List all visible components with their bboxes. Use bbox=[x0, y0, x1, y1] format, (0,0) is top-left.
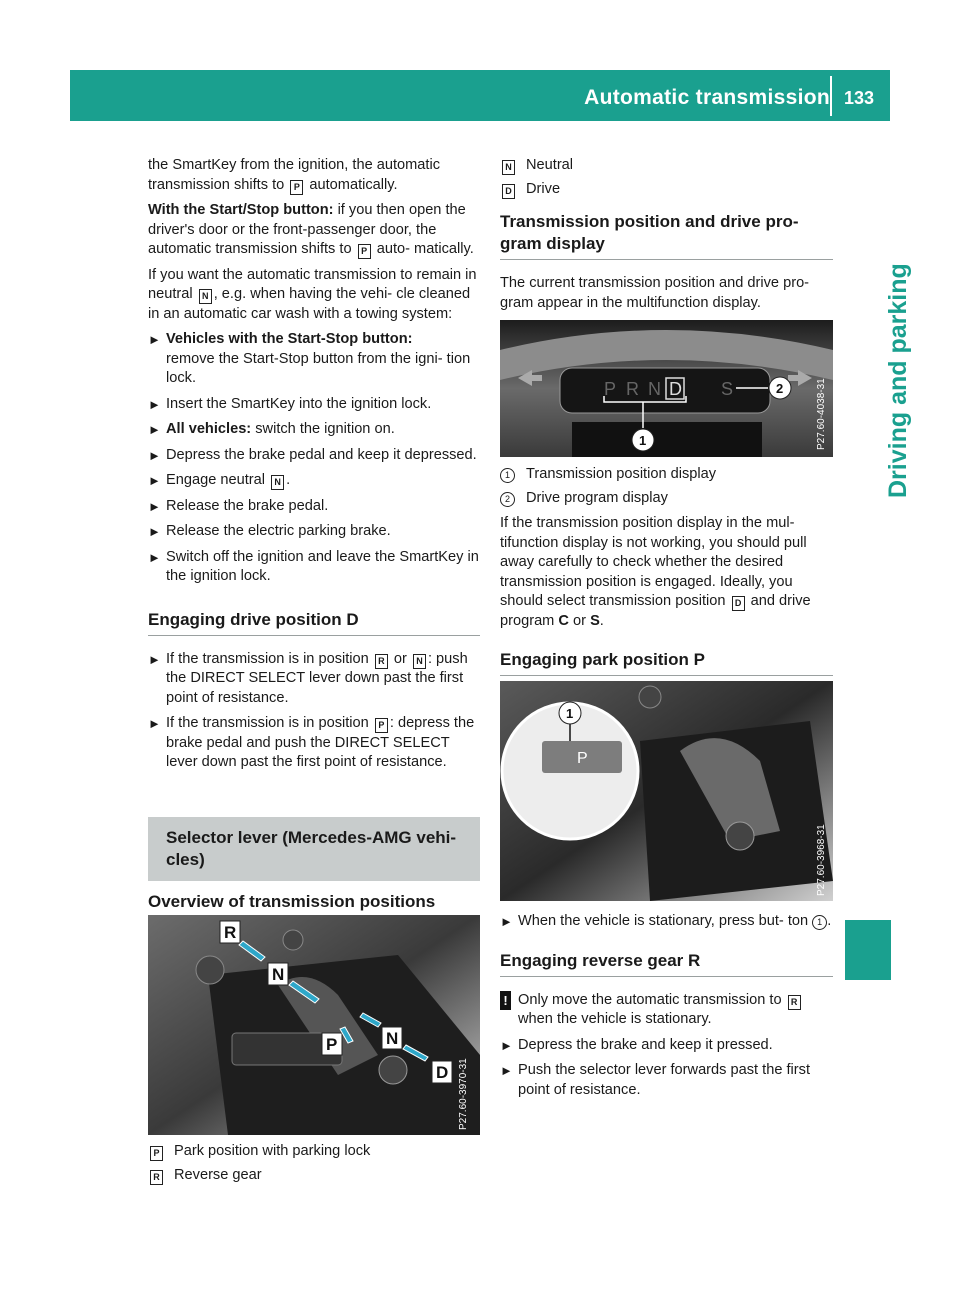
side-tab bbox=[842, 263, 912, 848]
image-code: P27.60-4038-31 bbox=[816, 378, 827, 450]
step: ► Depress the brake and keep it pressed. bbox=[500, 1036, 833, 1056]
legend-item: 2 Drive program display bbox=[500, 489, 833, 509]
number-1-icon: 1 bbox=[812, 915, 827, 930]
arrow-icon: ► bbox=[148, 396, 161, 412]
side-tab-label: Driving and parking bbox=[884, 263, 912, 498]
image-label-p: P bbox=[326, 1035, 338, 1054]
arrow-icon: ► bbox=[148, 549, 161, 565]
paragraph: the SmartKey from the ignition, the automatic transmission shifts to P automatically. bbox=[148, 157, 441, 193]
image-label-d: D bbox=[436, 1063, 449, 1082]
park-image bbox=[500, 681, 833, 901]
park-callout-1: 1 bbox=[566, 706, 574, 721]
step: ► Release the brake pedal. bbox=[148, 497, 480, 517]
arrow-icon: ► bbox=[148, 716, 161, 731]
display-letter-r: R bbox=[626, 379, 639, 399]
callout-2: 2 bbox=[776, 381, 784, 396]
header-title: Automatic transmission bbox=[584, 86, 830, 109]
section-heading-drive: Engaging drive position D bbox=[148, 609, 480, 636]
arrow-icon: ► bbox=[148, 473, 161, 488]
step: ► Release the electric parking brake. bbox=[148, 522, 480, 542]
step: ► When the vehicle is stationary, press but- ton 1 . bbox=[500, 912, 833, 932]
glyph-n-icon: N bbox=[413, 654, 426, 669]
number-2-icon: 2 bbox=[500, 492, 515, 507]
legend-item: D Drive bbox=[500, 180, 833, 200]
right-column-middle bbox=[500, 465, 833, 676]
glyph-p-icon: P bbox=[358, 244, 371, 259]
glyph-r-icon: R bbox=[788, 995, 801, 1010]
section-heading-display: Transmission position and drive pro- gram display bbox=[500, 211, 833, 260]
step: ► Switch off the ignition and leave the SmartKey in the ignition lock. bbox=[148, 548, 479, 584]
step: ► Depress the brake pedal and keep it depressed. bbox=[148, 446, 480, 466]
arrow-icon: ► bbox=[148, 498, 161, 514]
section-heading-overview: Overview of transmission positions bbox=[148, 891, 480, 918]
overview-image bbox=[148, 915, 480, 1135]
park-button-label: P bbox=[577, 750, 588, 767]
glyph-p-icon: P bbox=[290, 180, 303, 195]
glyph-d-icon: D bbox=[502, 184, 515, 199]
image-label-n: N bbox=[272, 965, 285, 984]
display-image bbox=[500, 320, 833, 457]
overview-legend bbox=[148, 1142, 480, 1189]
paragraph: With the Start/Stop button: if you then open the driver's door or the front-passenger door, the automatic transmission shifts to P auto- matically. bbox=[148, 202, 474, 257]
cluster-illustration bbox=[500, 320, 833, 457]
step: ► Vehicles with the Start-Stop button: remove the Start-Stop button from the igni- tion lock. bbox=[148, 331, 471, 386]
glyph-r-icon: R bbox=[150, 1170, 163, 1185]
glyph-d-icon: D bbox=[732, 596, 745, 611]
warning-icon: ! bbox=[500, 991, 511, 1011]
glyph-n-icon: N bbox=[199, 289, 212, 304]
arrow-icon: ► bbox=[148, 447, 161, 463]
paragraph: If you want the automatic transmission to remain in neutral N , e.g. when having the vehi- cle cleaned in an automatic car wash with a towing system: bbox=[148, 266, 477, 322]
glyph-r-icon: R bbox=[375, 654, 388, 669]
legend-item: R Reverse gear bbox=[148, 1166, 480, 1186]
glyph-n-icon: N bbox=[502, 160, 515, 175]
warning: ! Only move the automatic transmission to R when the vehicle is stationary. bbox=[500, 991, 833, 1030]
display-letter-n: N bbox=[648, 379, 661, 399]
glyph-p-icon: P bbox=[375, 718, 388, 733]
display-letter-d: D bbox=[669, 379, 682, 399]
right-column bbox=[500, 156, 833, 319]
legend-item: 1 Transmission position display bbox=[500, 465, 833, 485]
page-number: 133 bbox=[844, 88, 875, 108]
paragraph: If the transmission position display in the mul- tifunction display is not working, you should pull away carefully to check whether the desired transmission position is engaged. Ideally, you should select transmission position D and drive program C or S. bbox=[500, 515, 811, 629]
image-label-r: R bbox=[224, 923, 237, 942]
section-heading-park: Engaging park position P bbox=[500, 649, 833, 676]
callout-1: 1 bbox=[639, 433, 647, 448]
left-column bbox=[148, 156, 480, 918]
legend-item: N Neutral bbox=[500, 156, 833, 176]
arrow-icon: ► bbox=[500, 1063, 513, 1078]
number-1-icon: 1 bbox=[500, 468, 515, 483]
arrow-icon: ► bbox=[500, 914, 513, 929]
legend-item: P Park position with parking lock bbox=[148, 1142, 480, 1162]
right-column-bottom bbox=[500, 912, 833, 1106]
glyph-n-icon: N bbox=[271, 475, 284, 490]
arrow-icon: ► bbox=[148, 651, 161, 667]
paragraph: The current transmission position and drive pro- gram appear in the multifunction display. bbox=[500, 275, 810, 311]
arrow-icon: ► bbox=[148, 422, 161, 437]
park-illustration bbox=[500, 681, 833, 901]
display-letter-s: S bbox=[721, 379, 734, 399]
glyph-p-icon: P bbox=[150, 1146, 163, 1161]
arrow-icon: ► bbox=[500, 1037, 513, 1053]
side-tab-block bbox=[845, 920, 891, 980]
arrow-icon: ► bbox=[148, 524, 161, 539]
display-letter-p: P bbox=[604, 379, 617, 399]
step: ► Engage neutral N . bbox=[148, 471, 480, 491]
section-box-selector-lever: Selector lever (Mercedes-AMG vehi- cles) bbox=[148, 817, 480, 881]
step: ► If the transmission is in position R or N : push the DIRECT SELECT lever down past the first point of resistance. bbox=[148, 650, 468, 706]
header-divider bbox=[830, 76, 832, 116]
step: ► Insert the SmartKey into the ignition lock. bbox=[148, 395, 480, 415]
console-illustration bbox=[148, 915, 480, 1135]
step: ► Push the selector lever forwards past the first point of resistance. bbox=[500, 1062, 811, 1098]
step: ► If the transmission is in position P : depress the brake pedal and push the DIRECT SELECT lever down past the first point of resistance. bbox=[148, 715, 475, 770]
image-label-n-2: N bbox=[386, 1029, 399, 1048]
image-code: P27.60-3970-31 bbox=[458, 1058, 469, 1130]
image-code: P27.60-3968-31 bbox=[816, 824, 827, 896]
section-heading-reverse: Engaging reverse gear R bbox=[500, 950, 833, 977]
step: ► All vehicles: switch the ignition on. bbox=[148, 420, 480, 440]
arrow-icon: ► bbox=[148, 332, 161, 347]
